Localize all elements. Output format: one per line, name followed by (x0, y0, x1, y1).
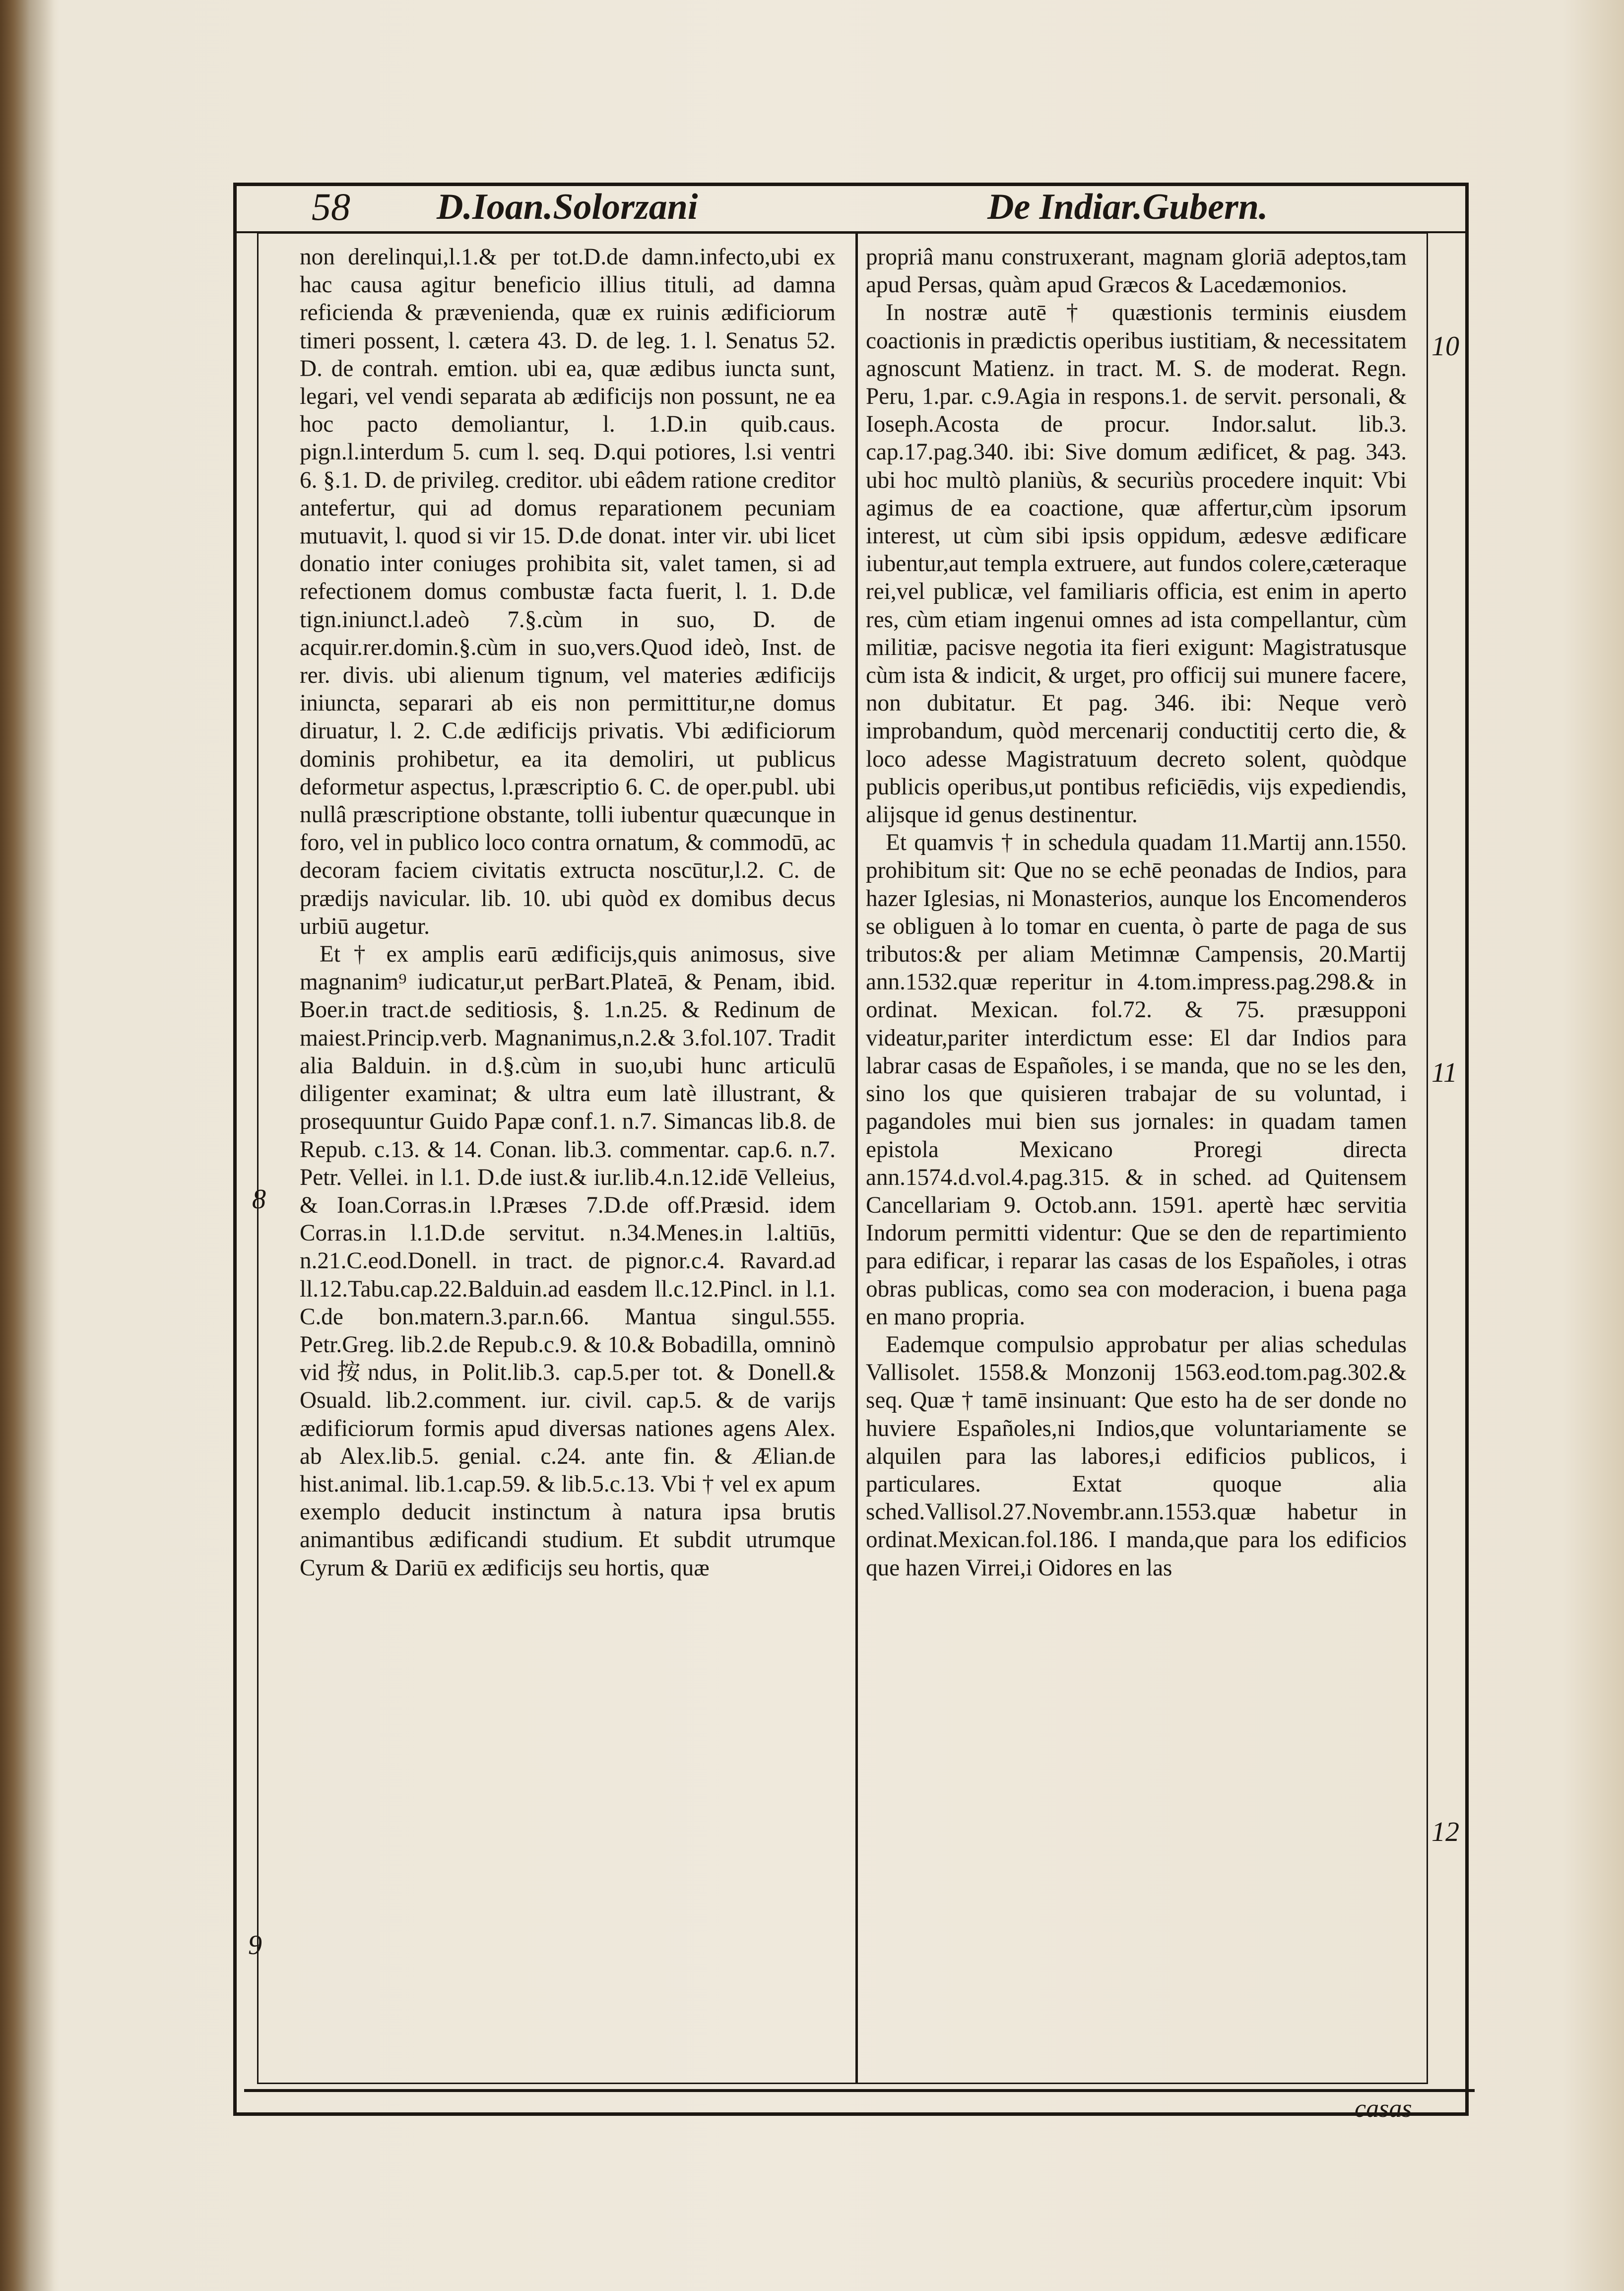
column-divider (855, 232, 858, 2084)
running-head-author: D.Ioan.Solorzani (437, 187, 698, 227)
left-paragraph-2: Et † ex amplis earū ædificijs,quis animosus, sive magnanim⁹ iudicatur,ut perBart.Plateā, & Penam, ibid. Boer.in tract.de seditiosis, §. 1.n.25. & Redinum de maiest.Princip.verb. Magnanimus,n.2.& 3.fol.107. Tradit alia Balduin. in d.§.cùm in suo,ubi hunc articulū diligenter examinat; & ultra eum latè illustrant, & prosequuntur Guido Papæ conf.1. n.7. Simancas lib.8. de Repub. c.13. & 14. Conan. lib.3. commentar. cap.6. n.7. Petr. Vellei. in l.1. D.de iust.& iur.lib.4.n.12.idē Velleius, & Ioan.Corras.in l.Præses 7.D.de off.Præsid. idem Corras.in l.1.D.de servitut. n.34.Menes.in l.altiūs, n.21.C.eod.Donell. in tract. de pignor.c.4. Ravard.ad ll.12.Tabu.cap.22.Balduin.ad easdem ll.c.12.Pincl. in l.1. C.de bon.matern.3.par.n.66. Mantua singul.555. Petr.Greg. lib.2.de Repub.c.9. & 10.& Bobadilla, omninò vid按ndus, in Polit.lib.3. cap.5.per tot. & Donell.& Osuald. lib.2.comment. iur. civil. cap.5. & de varijs ædificiorum formis apud diversas nationes agens Alex. ab Alex.lib.5. genial. c.24. ante fin. & Ælian.de hist.animal. lib.1.cap.59. & lib.5.c.13. Vbi † vel ex apum exemplo deducit instinctum à natura ipsa brutis animantibus ædificandi studium. Et subdit utrumque Cyrum & Dariū ex ædificijs seu hortis, quæ (300, 941, 836, 1581)
right-paragraph-3: Et quamvis † in schedula quadam 11.Martij ann.1550. prohibitum sit: Que no se echē peonadas de Indios, para hazer Iglesias, ni Monasterios, aunque los Encomenderos se obliguen à lo tomar en cuenta, ò parte de paga de sus tributos:& per aliam Metimnæ Campensis, 20.Martij ann.1532.quæ reperitur in 4.tom.impress.pag.298.& in ordinat. Mexican. fol.72. & 75. præsupponi videatur,pariter interdictum esse: El dar Indios para labrar casas de Españoles, i se manda, que no se les den, sino los que quisieren trabajar de su voluntad, i pagandoles mui bien sus jornales: in quadam tamen epistola Mexicano Proregi directa ann.1574.d.vol.4.pag.315. & in sched. ad Quitensem Cancellariam 9. Octob.ann. 1591. apertè hæc servitia Indorum permitti videntur: Que se den de repartimiento para edificar, i reparar las casas de los Españoles, i otras obras publicas, como sea con moderacion, i buena paga en mano propria. (866, 830, 1407, 1330)
margin-number: 12 (1431, 1817, 1459, 1847)
right-paragraph-2: In nostræ autē † quæstionis terminis eiusdem coactionis in prædictis operibus iustitiam, & necessitatem agnoscunt Matienz. in tract. M. S. de moderat. Regn. Peru, 1.par. c.9.Agia in respons.1. de servit. personali, & Ioseph.Acosta de procur. Indor.salut. lib.3. cap.17.pag.340. ibi: Sive domum ædificet, & pag. 343. ubi hoc multò planiùs, & securiùs procedere inquit: Vbi agimus de ea coactione, quæ affertur,cùm ipsorum interest, ut cùm sibi ipsis oppidum, ædesve ædificare iubentur,aut templa extruere, aut fundos colere,cæteraque rei,vel publicæ, vel familiaris officia, est enim in aperto res, cùm etiam ingenui omnes ad ista compellantur, cùm militiæ, pacisve negotia ita fieri exigunt: Magistratusque cùm ista & indicit, & urget, pro officij sui munere facere, non dubitatur. Et pag. 346. ibi: Neque verò improbandum, quòd mercenarij conductitij certo die, & loco adesse Magistratuum decreto solent, quòdque publicis operibus,ut pontibus reficiēdis, vijs expediendis, alijsque id genus destinentur. (866, 300, 1407, 828)
margin-number: 11 (1431, 1057, 1457, 1088)
bottom-rule (244, 2089, 1475, 2092)
catchword: casas (1355, 2095, 1412, 2123)
running-head-title: De Indiar.Gubern. (987, 187, 1268, 227)
right-paragraph-4: Eademque compulsio approbatur per alias schedulas Vallisolet. 1558.& Monzonij 1563.eod.tom.pag.302.& seq. Quæ † tamē insinuant: Que esto ha de ser donde no huviere Españoles,ni Indios,que voluntariamente se alquilen para las labores,i edificios publicos, i particulares. Extat quoque alia sched.Vallisol.27.Novembr.ann.1553.quæ habetur in ordinat.Mexican.fol.186. I manda,que para los edificios que hazen Virrei,i Oidores en las (866, 1331, 1407, 1581)
right-paragraph-1: propriâ manu construxerant, magnam gloriā adeptos,tam apud Persas, quàm apud Græcos & Lacedæmonios. (866, 244, 1407, 298)
left-column (300, 243, 836, 1582)
margin-number: 9 (248, 1930, 262, 1961)
left-paragraph-1: non derelinqui,l.1.& per tot.D.de damn.infecto,ubi ex hac causa agitur beneficio illius tituli, ad damna reficienda & prævenienda, quæ ex ruinis ædificiorum timeri possent, l. cætera 43. D. de leg. 1. l. Senatus 52. D. de contrah. emtion. ubi ea, quæ ædibus iuncta sunt, legari, vel vendi separata ab ædificijs non possunt, ne ea hoc pacto demoliantur, l. 1.D.in quib.caus. pign.l.interdum 5. cum l. seq. D.qui potiores, l.si ventri 6. §.1. D. de privileg. creditor. ubi eâdem ratione creditor antefertur, qui ad domus reparationem pecuniam mutuavit, l. quod si vir 15. D.de donat. inter vir. ubi licet donatio inter coniuges prohibita sit, valet tamen, si ad refectionem domus combustæ facta fuerit, l. 1. D.de tign.iniunct.l.adeò 7.§.cùm in suo, D. de acquir.rer.domin.§.cùm in suo,vers.Quod ideò, Inst. de rer. divis. ubi alienum tignum, vel materies ædificijs iniuncta, separari ab eis non permittitur,ne domus diruatur, l. 2. C.de ædificijs privatis. Vbi ædificiorum dominis prohibetur, ea ita demoliri, ut publicus deformetur aspectus, l.præscriptio 6. C. de oper.publ. ubi nullâ præscriptione obstante, tolli iubentur quæcunque in foro, vel in publico loco contra ornatum, & commodū, ac decoram faciem civitatis extructa noscūtur,l.2. C. de prædijs navicular. lib. 10. ubi quòd ex domibus decus urbiū augetur. (300, 244, 836, 939)
right-column (866, 243, 1407, 1582)
spine-shadow (0, 0, 55, 2291)
margin-number: 8 (252, 1184, 266, 1215)
margin-number: 10 (1431, 331, 1459, 362)
page-number: 58 (312, 185, 350, 228)
